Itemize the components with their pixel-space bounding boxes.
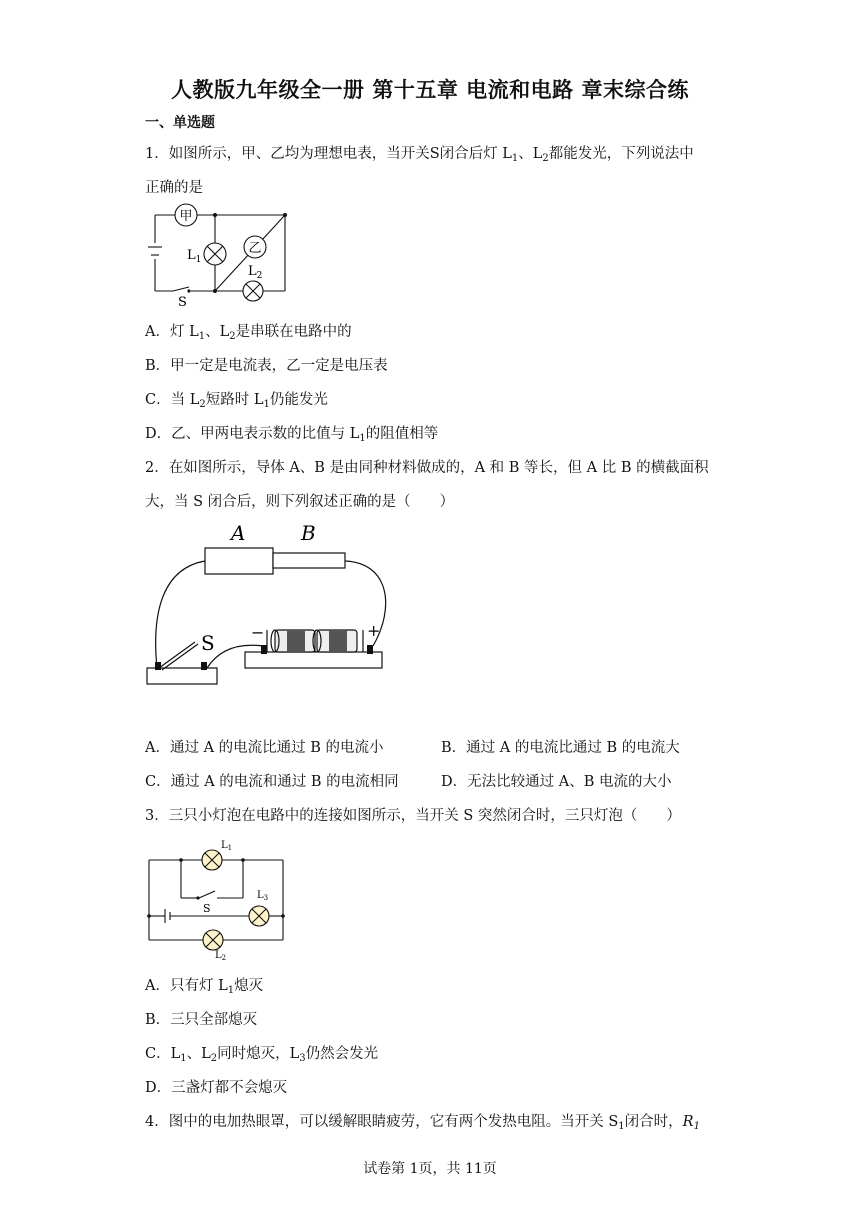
page-title: 人教版九年级全一册 第十五章 电流和电路 章末综合练 xyxy=(171,78,689,102)
section-heading: 一、单选题 xyxy=(145,115,215,131)
q2-stem-line1: 2．在如图所示，导体 A、B 是由同种材料做成的，A 和 B 等长，但 A 比 B 的横截面积 xyxy=(145,460,709,476)
q1-lamp1-label: $L_1$ xyxy=(187,248,202,265)
q3-stem-line1: 3．三只小灯泡在电路中的连接如图所示，当开关 S 突然闭合时，三只灯泡（ ） xyxy=(145,808,681,824)
q3-switch-label: S xyxy=(203,902,211,915)
q2-label-b: B xyxy=(301,521,316,545)
q3-lamp1-label: $L_1$ xyxy=(221,840,233,852)
q3-circuit-figure xyxy=(145,836,295,961)
q3-option-d[interactable]: D．三盏灯都不会熄灭 xyxy=(145,1080,288,1096)
q3-option-c[interactable]: C．$L_1$、$L_2$同时熄灭，$L_3$仍然会发光 xyxy=(145,1046,379,1064)
q2-circuit-figure xyxy=(145,518,415,693)
q1-option-b[interactable]: B．甲一定是电流表，乙一定是电压表 xyxy=(145,358,388,374)
q1-stem-line1: 1．如图所示，甲、乙均为理想电表，当开关S闭合后灯 $L_1$、$L_2$都能发光，下列说法中 xyxy=(145,146,694,164)
q1-stem-line2: 正确的是 xyxy=(145,180,203,196)
q3-option-a[interactable]: A．只有灯 $L_1$熄灭 xyxy=(145,978,264,996)
q1-lamp2-label: $L_2$ xyxy=(248,264,263,281)
q2-label-a: A xyxy=(231,521,246,545)
q2-plus-label: + xyxy=(367,621,381,640)
q1-option-d[interactable]: D．乙、甲两电表示数的比值与 $L_1$的阻值相等 xyxy=(145,426,439,444)
q1-meter-yi: 乙 xyxy=(248,241,262,256)
q2-minus-label: − xyxy=(251,623,265,642)
q2-option-c[interactable]: C．通过 A 的电流和通过 B 的电流相同 xyxy=(145,774,399,790)
q3-option-b[interactable]: B．三只全部熄灭 xyxy=(145,1012,258,1028)
q2-switch-label: S xyxy=(201,631,215,655)
q1-meter-jia: 甲 xyxy=(179,209,193,224)
q2-option-a[interactable]: A．通过 A 的电流比通过 B 的电流小 xyxy=(145,740,384,756)
page-footer: 试卷第 1页，共 11页 xyxy=(363,1161,497,1177)
q2-option-b[interactable]: B．通过 A 的电流比通过 B 的电流大 xyxy=(441,740,680,756)
q1-option-c[interactable]: C．当 $L_2$短路时 $L_1$仍能发光 xyxy=(145,392,328,410)
q2-stem-line2: 大，当 S 闭合后，则下列叙述正确的是（ ） xyxy=(145,494,455,510)
q4-stem-line1: 4．图中的电加热眼罩，可以缓解眼睛疲劳，它有两个发热电阻。当开关 $S_1$闭合时，$R_1$ xyxy=(145,1114,700,1132)
q1-circuit-figure xyxy=(145,203,295,311)
q3-lamp2-label: $L_2$ xyxy=(215,950,227,961)
q1-option-a[interactable]: A．灯 $L_1$、$L_2$是串联在电路中的 xyxy=(145,324,352,342)
q2-option-d[interactable]: D．无法比较通过 A、B 电流的大小 xyxy=(441,774,672,790)
q1-switch-label: S xyxy=(178,295,187,310)
q3-lamp3-label: $L_3$ xyxy=(257,890,269,902)
